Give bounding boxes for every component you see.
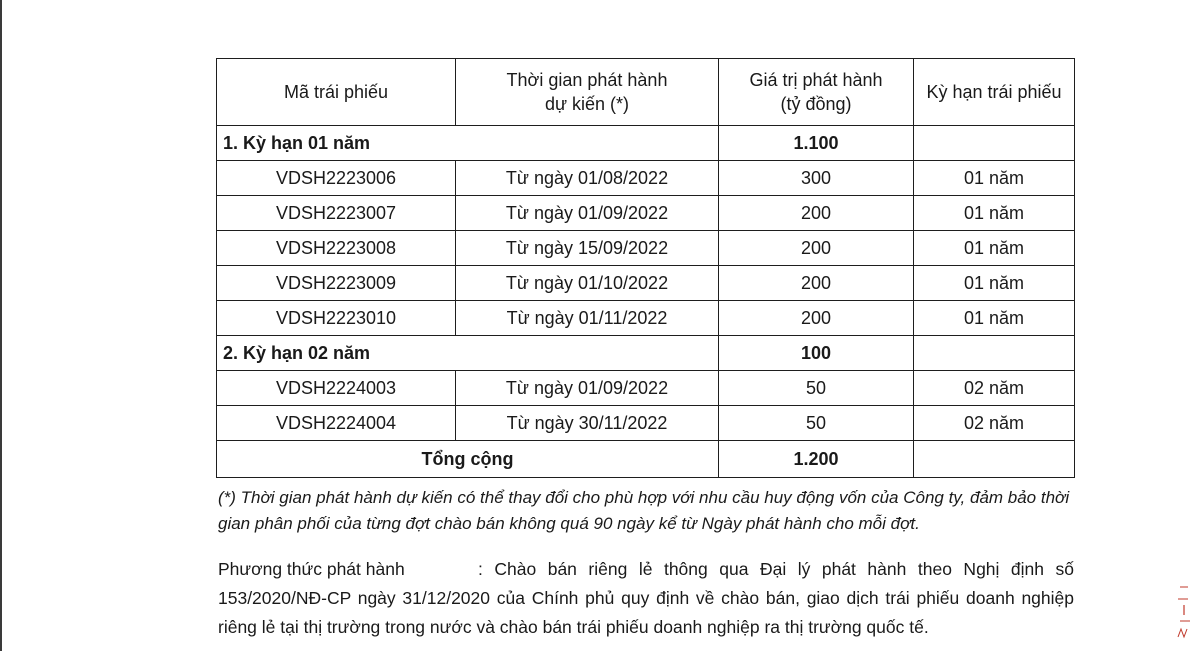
bond-code-cell: VDSH2223007: [217, 196, 456, 231]
bond-term-cell: 02 năm: [914, 371, 1075, 406]
group-row: [217, 336, 1075, 371]
issuance-method-label: Phương thức phát hành: [218, 559, 405, 579]
bond-term-cell: 01 năm: [914, 266, 1075, 301]
bond-code-cell: VDSH2224003: [217, 371, 456, 406]
bond-term-cell: 01 năm: [914, 231, 1075, 266]
grand-total-value: 1.200: [719, 441, 914, 478]
issue-time-cell: Từ ngày 01/09/2022: [456, 371, 719, 406]
bond-term-cell: 02 năm: [914, 406, 1075, 441]
group-row: [217, 126, 1075, 161]
bond-code-cell: VDSH2223010: [217, 301, 456, 336]
bond-term-cell: 01 năm: [914, 301, 1075, 336]
stamp-mark: [1168, 585, 1190, 651]
footnote: (*) Thời gian phát hành dự kiến có thể thay đổi cho phù hợp với nhu cầu huy động vốn của Công ty, đảm bảo thời gian phân phối của từng đợt chào bán không quá 90 ngày kể từ Ngày phát hành cho mỗi đợt.: [218, 488, 1070, 533]
header-issue-value-line2: (tỷ đồng): [780, 94, 852, 114]
issue-value-cell: 200: [719, 266, 914, 301]
table-row: [217, 231, 1075, 266]
issue-time-cell: Từ ngày 01/11/2022: [456, 301, 719, 336]
header-bond-code: [217, 59, 456, 126]
red-stamp-fragment: [1168, 585, 1190, 651]
bond-term-cell: 01 năm: [914, 161, 1075, 196]
group-term-empty: [914, 336, 1075, 371]
group-term-empty: [914, 126, 1075, 161]
table-row: [217, 301, 1075, 336]
issuance-method-text: : Chào bán riêng lẻ thông qua Đại lý phát hành theo Nghị định số 153/2020/NĐ-CP ngày 31/12/2020 của Chính phủ quy định về chào bán, giao dịch trái phiếu doanh nghiệp riêng lẻ tại thị trường trong nước và chào bán trái phiếu doanh nghiệp ra thị trường quốc tế.: [218, 559, 1074, 637]
table-header-row: [217, 59, 1075, 126]
header-bond-code-text: Mã trái phiếu: [283, 82, 389, 102]
header-bond-term: [914, 59, 1075, 126]
issue-time-cell: Từ ngày 30/11/2022: [456, 406, 719, 441]
issue-time-cell: Từ ngày 01/09/2022: [456, 196, 719, 231]
issue-value-cell: 50: [719, 371, 914, 406]
header-bond-term-text: Kỳ hạn trái phiếu: [926, 82, 1062, 102]
header-issue-value-line1: Giá trị phát hành: [749, 70, 883, 90]
table-row: [217, 196, 1075, 231]
issue-value-cell: 300: [719, 161, 914, 196]
table-row: [217, 266, 1075, 301]
issue-value-cell: 50: [719, 406, 914, 441]
bond-code-cell: VDSH2224004: [217, 406, 456, 441]
issue-value-cell: 200: [719, 231, 914, 266]
issue-time-cell: Từ ngày 01/08/2022: [456, 161, 719, 196]
grand-total-term-empty: [914, 441, 1075, 478]
bond-term-cell: 01 năm: [914, 196, 1075, 231]
header-issue-value: [719, 59, 914, 126]
issue-time-cell: Từ ngày 15/09/2022: [456, 231, 719, 266]
group-label: 2. Kỳ hạn 02 năm: [217, 336, 719, 371]
bond-code-cell: VDSH2223009: [217, 266, 456, 301]
issue-value-cell: 200: [719, 196, 914, 231]
bond-code-cell: VDSH2223006: [217, 161, 456, 196]
grand-total-row: [217, 441, 1075, 478]
table-row: [217, 406, 1075, 441]
header-issue-time: [456, 59, 719, 126]
bond-issuance-table: [216, 58, 1075, 478]
issue-value-cell: 200: [719, 301, 914, 336]
table-row: [217, 161, 1075, 196]
grand-total-label: Tổng cộng: [217, 441, 719, 478]
bond-code-cell: VDSH2223008: [217, 231, 456, 266]
group-total: 100: [719, 336, 914, 371]
header-issue-time-line1: Thời gian phát hành: [506, 70, 668, 90]
issue-time-cell: Từ ngày 01/10/2022: [456, 266, 719, 301]
group-total: 1.100: [719, 126, 914, 161]
table-row: [217, 371, 1075, 406]
issuance-method: [218, 555, 1074, 642]
bond-table-body: [217, 59, 1075, 478]
page-left-edge: [0, 0, 2, 651]
group-label: 1. Kỳ hạn 01 năm: [217, 126, 719, 161]
header-issue-time-line2: dự kiến (*): [544, 94, 630, 114]
